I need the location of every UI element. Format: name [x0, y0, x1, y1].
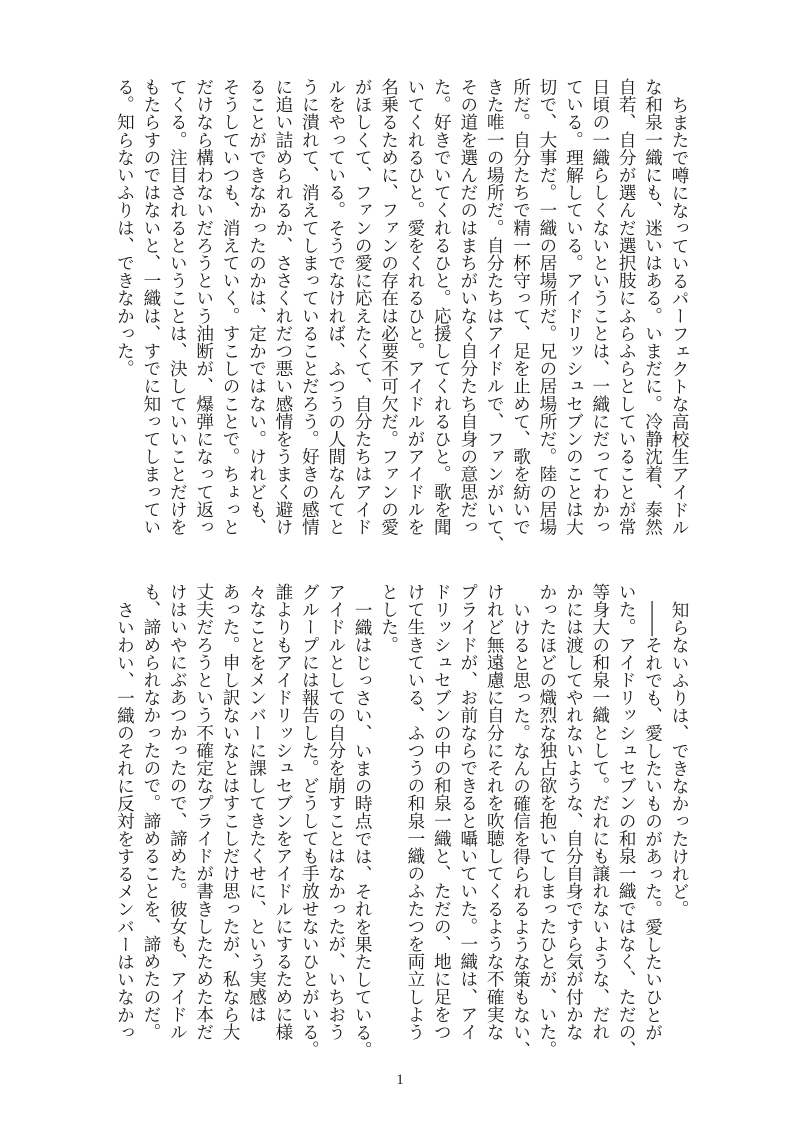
text-line: てくる。注目されるということは、決していいことだけを	[167, 78, 188, 536]
text-line: かったほどの熾烈な独占欲を抱いてしまったひとが、いた。	[536, 583, 557, 1059]
top-text-section	[111, 78, 692, 554]
text-line: 名乗るために、ファンの存在は必要不可欠だ。ファンの愛	[378, 78, 399, 536]
text-line: に追い詰められるか、ささくれだつ悪い感情をうまく避け	[272, 78, 293, 536]
text-line: あった。申し訳ないなとはすこしだけ思ったが、私なら大	[220, 583, 241, 1041]
text-line: も、諦められなかったので。諦めることを、諦めたのだ。	[140, 583, 161, 1041]
text-line: けれど無遠慮に自分にそれを吹聴してくるような不確実な	[484, 583, 505, 1041]
text-line: 一織はじっさい、いまの時点では、それを果たしている。	[352, 600, 373, 1059]
text-line: けて生きている、ふつうの和泉一織のふたつを両立しよう	[404, 583, 425, 1041]
text-line: 自若、自分が選んだ選択肢にふらふらとしていることが常	[616, 78, 637, 536]
text-line: 知らないふりは、できなかったけれど。	[669, 600, 689, 918]
text-line: ――それでも、愛したいものがあった。愛したいひとが	[642, 600, 663, 1041]
text-line: いてくれるひと。愛をくれるひと。アイドルがアイドルを	[404, 78, 425, 536]
text-line: 等身大の和泉一織として。だれにも譲れないような、だれ	[589, 583, 610, 1041]
text-line: がほしくて、ファンの愛に応えたくて、自分たちはアイド	[352, 78, 373, 536]
text-line: 所だ。自分たちで精一杯守って、足を止めて、歌を紡いで	[510, 78, 531, 536]
text-line: うに潰れて、消えてしまっていることだろう。好きの感情	[299, 78, 320, 536]
text-line: かには渡してやれないような、自分自身ですら気が付かな	[563, 583, 584, 1041]
text-line: ルをやっている。そうでなければ、ふつうの人間なんてと	[325, 78, 346, 536]
text-line: 丈夫だろうという不確定なプライドが書きしたためた本だ	[193, 583, 214, 1041]
text-line: きた唯一の場所だ。自分たちはアイドルで、ファンがいて、	[484, 78, 505, 554]
text-line: さいわい、一織のそれに反対をするメンバーはいなかっ	[114, 600, 135, 1041]
text-line: ることができなかったのかは、定かではない。けれども、	[246, 78, 267, 536]
text-line: そうしていつも、消えていく。すこしのことで。ちょっと	[220, 78, 241, 536]
page-number: 1	[396, 1072, 404, 1088]
text-line: 々なことをメンバーに課してきたくせに、という実感は	[246, 583, 267, 1023]
text-line: 切で、大事だ。一織の居場所だ。兄の居場所だ。陸の居場	[536, 78, 557, 536]
text-line: いけると思った。なんの確信を得られるような策もない、	[510, 600, 531, 1059]
text-line: た。好きでいてくれるひと。応援してくれるひと。歌を聞	[431, 78, 452, 536]
text-line: もたらすのではないと、一織は、すでに知ってしまってい	[140, 78, 161, 536]
text-line: アイドルとしての自分を崩すことはなかったが、いちおう	[325, 583, 346, 1041]
text-line: いた。アイドリッシュセブンの和泉一織ではなく、ただの、	[616, 583, 637, 1059]
text-line: 日頃の一織らしくないということは、一織にだってわかっ	[589, 78, 610, 536]
text-line: ドリッシュセブンの中の和泉一織と、ただの、地に足をつ	[431, 583, 452, 1041]
text-line: ている。理解している。アイドリッシュセブンのことは大	[563, 78, 584, 536]
text-line: ちまたで噂になっているパーフェクトな高校生アイドル	[669, 95, 689, 536]
text-line: 誰よりもアイドリッシュセブンをアイドルにするために様	[272, 583, 293, 1041]
text-line: プライドが、お前ならできると囁いていた。一織は、アイ	[457, 583, 478, 1041]
text-line: る。知らないふりは、できなかった。	[114, 78, 135, 378]
text-line: とした。	[378, 583, 399, 654]
text-line: その道を選んだのはまちがいなく自分たち自身の意思だっ	[457, 78, 478, 536]
text-line: だけなら構わないだろうという油断が、爆弾になって返っ	[193, 78, 214, 536]
text-line: けはいやにぶあつかったので、諦めた。彼女も、アイドル	[167, 583, 188, 1041]
text-line: グループには報告した。どうしても手放せないひとがいる。	[299, 583, 320, 1059]
text-line: な和泉一織にも、迷いはある。いまだに。冷静沈着、泰然	[642, 78, 663, 536]
bottom-text-section	[111, 583, 692, 1059]
